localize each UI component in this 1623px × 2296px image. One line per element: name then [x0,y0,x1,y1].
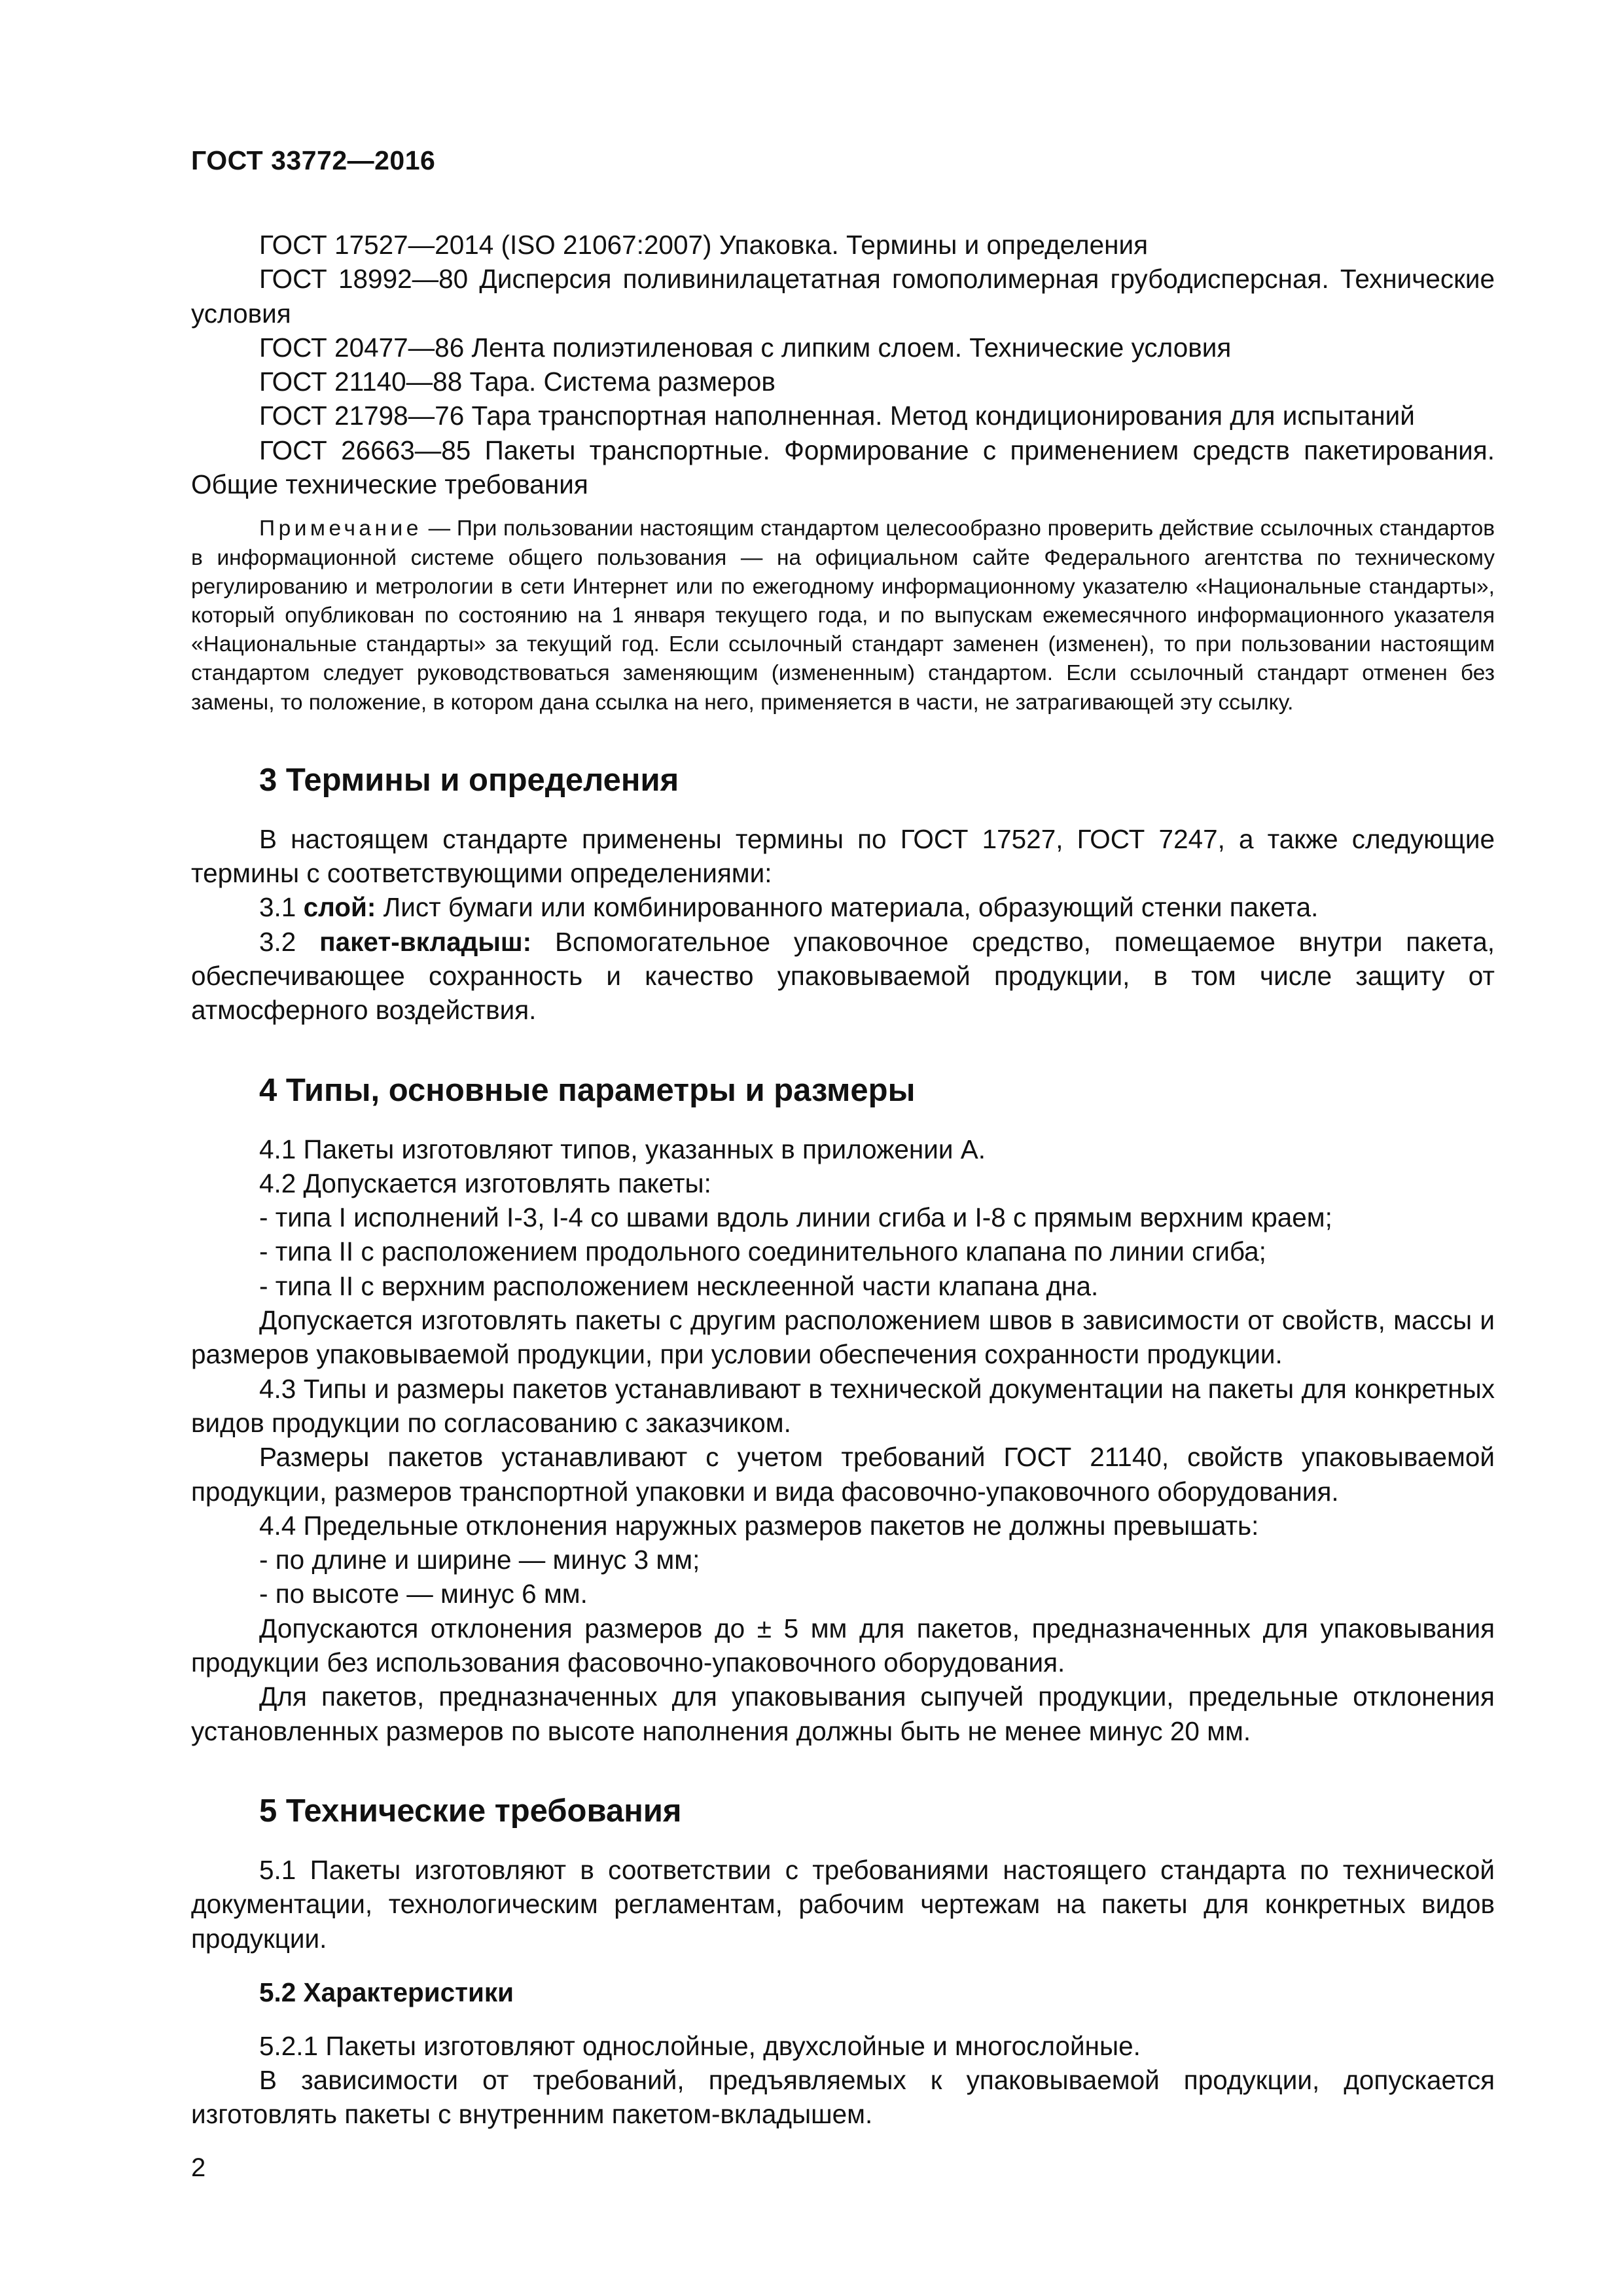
reference-item: ГОСТ 18992—80 Дисперсия поливинилацетатная гомополимерная грубодисперсная. Технические условия [191,264,1495,329]
section-4-paragraph: 4.4 Предельные отклонения наружных размеров пакетов не должны превышать: [259,1510,1259,1541]
reference-item: ГОСТ 21140—88 Тара. Система размеров [259,367,776,397]
term-name: пакет-вкладыш: [319,926,532,957]
term-definition: Вспомогательное упаковочное средство, помещаемое внутри пакета, обеспечивающее сохранность и качество упаковываемой продукции, в том числе защиту от атмосферного воздействия. [191,926,1495,1026]
term-definition: Лист бумаги или комбинированного материала, образующий стенки пакета. [376,892,1319,923]
reference-item: ГОСТ 26663—85 Пакеты транспортные. Формирование с применением средств пакетирования. Общие технические требования [191,435,1495,500]
section-4-heading: 4 Типы, основные параметры и размеры [259,1072,916,1108]
subsection-5-2-heading: 5.2 Характеристики [259,1977,514,2007]
section-4-paragraph: 4.2 Допускается изготовлять пакеты: [259,1168,711,1198]
page-number: 2 [191,2153,206,2182]
note-text: — При пользовании настоящим стандартом целесообразно проверить действие ссылочных стандартов в информационной системе общего пользования — на официальном сайте Федерального агентства по техническому регулированию и метрологии в сети Интернет или по ежегодному информационному указателю «Национальные стандарты», который опубликован по состоянию на 1 января текущего года, и по выпускам ежемесячного информационного указателя «Национальные стандарты» за текущий год. Если ссылочный стандарт заменен (изменен), то при пользовании настоящим стандартом следует руководствоваться заменяющим (измененным) стандартом. Если ссылочный стандарт отменен без замены, то положение, в котором дана ссылка на него, применяется в части, не затрагивающей эту ссылку. [191,516,1495,715]
term-3-1 [191,890,1495,924]
reference-item: ГОСТ 21798—76 Тара транспортная наполненная. Метод кондиционирования для испытаний [259,401,1415,431]
section-4-list-item: - типа I исполнений I-3, I-4 со швами вдоль линии сгиба и I-8 с прямым верхним краем; [259,1202,1332,1233]
section-3-heading: 3 Термины и определения [259,762,679,798]
section-4-list-item: - по высоте — минус 6 мм. [259,1579,588,1609]
normative-references-list [191,228,1495,501]
page-content [191,228,1495,2132]
document-header: ГОСТ 33772—2016 [191,145,436,175]
section-4-paragraph: Для пакетов, предназначенных для упаковывания сыпучей продукции, предельные отклонения установленных размеров по высоте наполнения должны быть не менее минус 20 мм. [191,1681,1495,1746]
section-4-list-item: - по длине и ширине — минус 3 мм; [259,1545,700,1575]
section-4-list-item: - типа II с расположением продольного соединительного клапана по линии сгиба; [259,1236,1266,1267]
section-5-heading: 5 Технические требования [259,1793,682,1829]
section-4-paragraph: 4.3 Типы и размеры пакетов устанавливают в технической документации на пакеты для конкретных видов продукции по согласованию с заказчиком. [191,1373,1495,1438]
section-4-paragraph: Размеры пакетов устанавливают с учетом требований ГОСТ 21140, свойств упаковываемой продукции, размеров транспортной упаковки и вида фасовочно-упаковочного оборудования. [191,1442,1495,1507]
section-5-paragraph: 5.1 Пакеты изготовляют в соответствии с требованиями настоящего стандарта по технической документации, технологическим регламентам, рабочим чертежам на пакеты для конкретных видов продукции. [191,1854,1495,1954]
section-5-paragraph: В зависимости от требований, предъявляемых к упаковываемой продукции, допускается изготовлять пакеты с внутренним пакетом-вкладышем. [191,2065,1495,2130]
term-number: 3.1 [259,892,304,923]
section-4-paragraph: 4.1 Пакеты изготовляют типов, указанных в приложении А. [259,1134,986,1164]
section-4-paragraph: Допускаются отклонения размеров до ± 5 мм для пакетов, предназначенных для упаковывания продукции без использования фасовочно-упаковочного оборудования. [191,1613,1495,1678]
section-3-intro: В настоящем стандарте применены термины по ГОСТ 17527, ГОСТ 7247, а также следующие термины с соответствующими определениями: [191,823,1495,889]
term-number: 3.2 [259,926,320,957]
term-3-2 [191,925,1495,1028]
term-name: слой: [303,892,376,923]
reference-item: ГОСТ 20477—86 Лента полиэтиленовая с липким слоем. Технические условия [259,332,1232,363]
reference-item: ГОСТ 17527—2014 (ISO 21067:2007) Упаковка. Термины и определения [259,230,1149,260]
note-label: Примечание [259,516,422,541]
section-4-list-item: - типа II с верхним расположением несклеенной части клапана дна. [259,1270,1099,1301]
section-5-paragraph: 5.2.1 Пакеты изготовляют однослойные, двухслойные и многослойные. [259,2030,1141,2061]
section-4-paragraph: Допускается изготовлять пакеты с другим расположением швов в зависимости от свойств, массы и размеров упаковываемой продукции, при условии обеспечения сохранности продукции. [191,1305,1495,1370]
note-paragraph [191,514,1495,717]
